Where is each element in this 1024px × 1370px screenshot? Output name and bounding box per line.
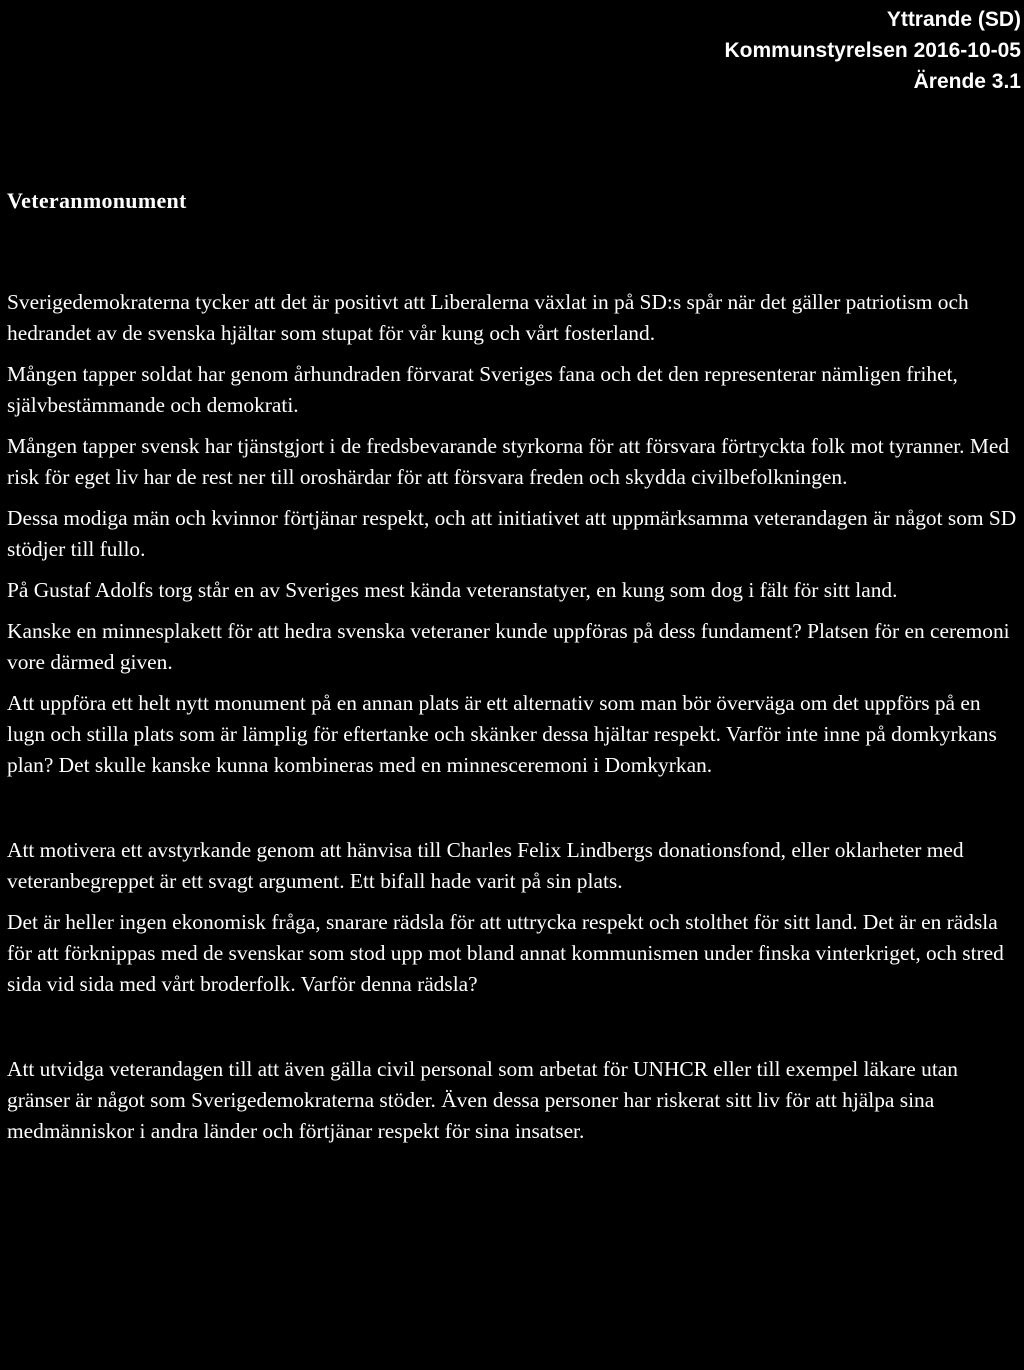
paragraph: Att motivera ett avstyrkande genom att hänvisa till Charles Felix Lindbergs donationsfond, eller oklarheter med veteranbegreppet är ett svagt argument. Ett bifall hade varit på sin plats.	[7, 838, 964, 893]
header-statement-type: Yttrande (SD)	[886, 8, 1021, 31]
document-title: Veteranmonument	[7, 188, 187, 213]
document-body	[7, 287, 1019, 1157]
paragraph: På Gustaf Adolfs torg står en av Sveriges mest kända veteranstatyer, en kung som dog i fält för sitt land.	[7, 578, 898, 602]
paragraph: Mången tapper soldat har genom århundraden förvarat Sveriges fana och det den representerar nämligen frihet, självbestämmande och demokrati.	[7, 362, 958, 417]
paragraph: Att uppföra ett helt nytt monument på en annan plats är ett alternativ som man bör överväga om det uppförs på en lugn och stilla plats som är lämplig för eftertanke och skänker dessa hjältar respekt. Varför inte inne på domkyrkans plan? Det skulle kanske kunna kombineras med en minnesceremoni i Domkyrkan.	[7, 691, 997, 777]
paragraph: Dessa modiga män och kvinnor förtjänar respekt, och att initiativet att uppmärksamma veterandagen är något som SD stödjer till fullo.	[7, 506, 1017, 561]
header-case-number: Ärende 3.1	[913, 70, 1021, 93]
paragraph: Mången tapper svensk har tjänstgjort i de fredsbevarande styrkorna för att försvara förtryckta folk mot tyranner. Med risk för eget liv har de rest ner till oroshärdar för att försvara freden och skydda civilbefolkningen.	[7, 434, 1010, 489]
paragraph: Det är heller ingen ekonomisk fråga, snarare rädsla för att uttrycka respekt och stolthet för sitt land. Det är en rädsla för att förknippas med de svenskar som stod upp mot bland annat kommunismen under finska vinterkriget, och stred sida vid sida med vårt broderfolk. Varför denna rädsla?	[7, 910, 1004, 996]
paragraph: Att utvidga veterandagen till att även gälla civil personal som arbetat för UNHCR eller till exempel läkare utan gränser är något som Sverigedemokraterna stöder. Även dessa personer har riskerat sitt liv för att hjälpa sina medmänniskor i andra länder och förtjänar respekt för sina insatser.	[7, 1057, 958, 1143]
paragraph: Sverigedemokraterna tycker att det är positivt att Liberalerna växlat in på SD:s spår när det gäller patriotism och hedrandet av de svenska hjältar som stupat för vår kung och vårt fosterland.	[7, 290, 969, 345]
document-header	[725, 4, 1021, 97]
paragraph: Kanske en minnesplakett för att hedra svenska veteraner kunde uppföras på dess fundament? Platsen för en ceremoni vore därmed given.	[7, 619, 1010, 674]
header-committee-date: Kommunstyrelsen 2016-10-05	[724, 39, 1021, 62]
